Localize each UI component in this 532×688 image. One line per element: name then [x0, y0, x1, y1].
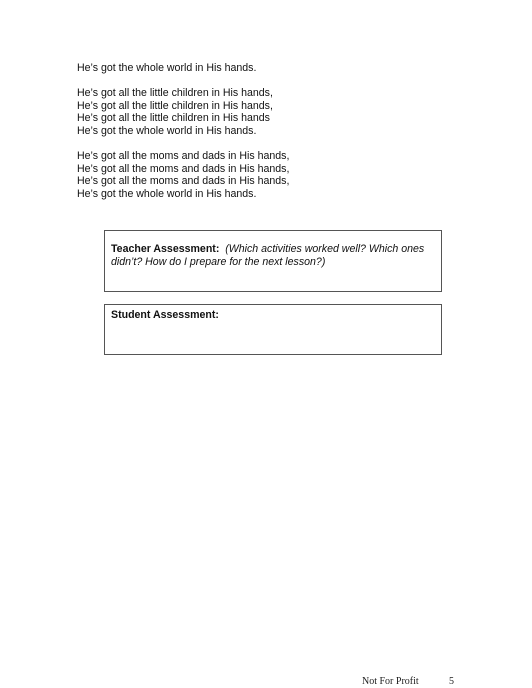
lyric-line: He’s got all the moms and dads in His hands, [77, 162, 290, 175]
student-assessment-box [104, 304, 442, 355]
stanza-gap [77, 75, 457, 88]
stanza-gap [77, 138, 457, 151]
teacher-assessment-title: Teacher Assessment: [111, 243, 220, 255]
lyric-line: He’s got all the moms and dads in His hands, [77, 150, 290, 163]
teacher-assessment-box [104, 230, 442, 292]
lyric-line: He’s got all the little children in His hands, [77, 99, 273, 112]
lyric-line: He’s got all the little children in His hands [77, 112, 270, 125]
lyric-line: He’s got the whole world in His hands. [77, 124, 257, 137]
teacher-assessment-prompt: (Which activities worked well? Which ones didn’t? How do I prepare for the next lesson?) [111, 243, 425, 268]
song-lyrics [77, 62, 457, 201]
lyric-line: He’s got the whole world in His hands. [77, 187, 257, 200]
page-number: 5 [449, 676, 454, 687]
student-assessment-title: Student Assessment: [111, 309, 219, 321]
lyric-line: He’s got the whole world in His hands. [77, 62, 257, 74]
lyric-line: He’s got all the little children in His hands, [77, 87, 273, 100]
lyric-line: He’s got all the moms and dads in His hands, [77, 175, 290, 188]
footer-label: Not For Profit [362, 676, 419, 687]
